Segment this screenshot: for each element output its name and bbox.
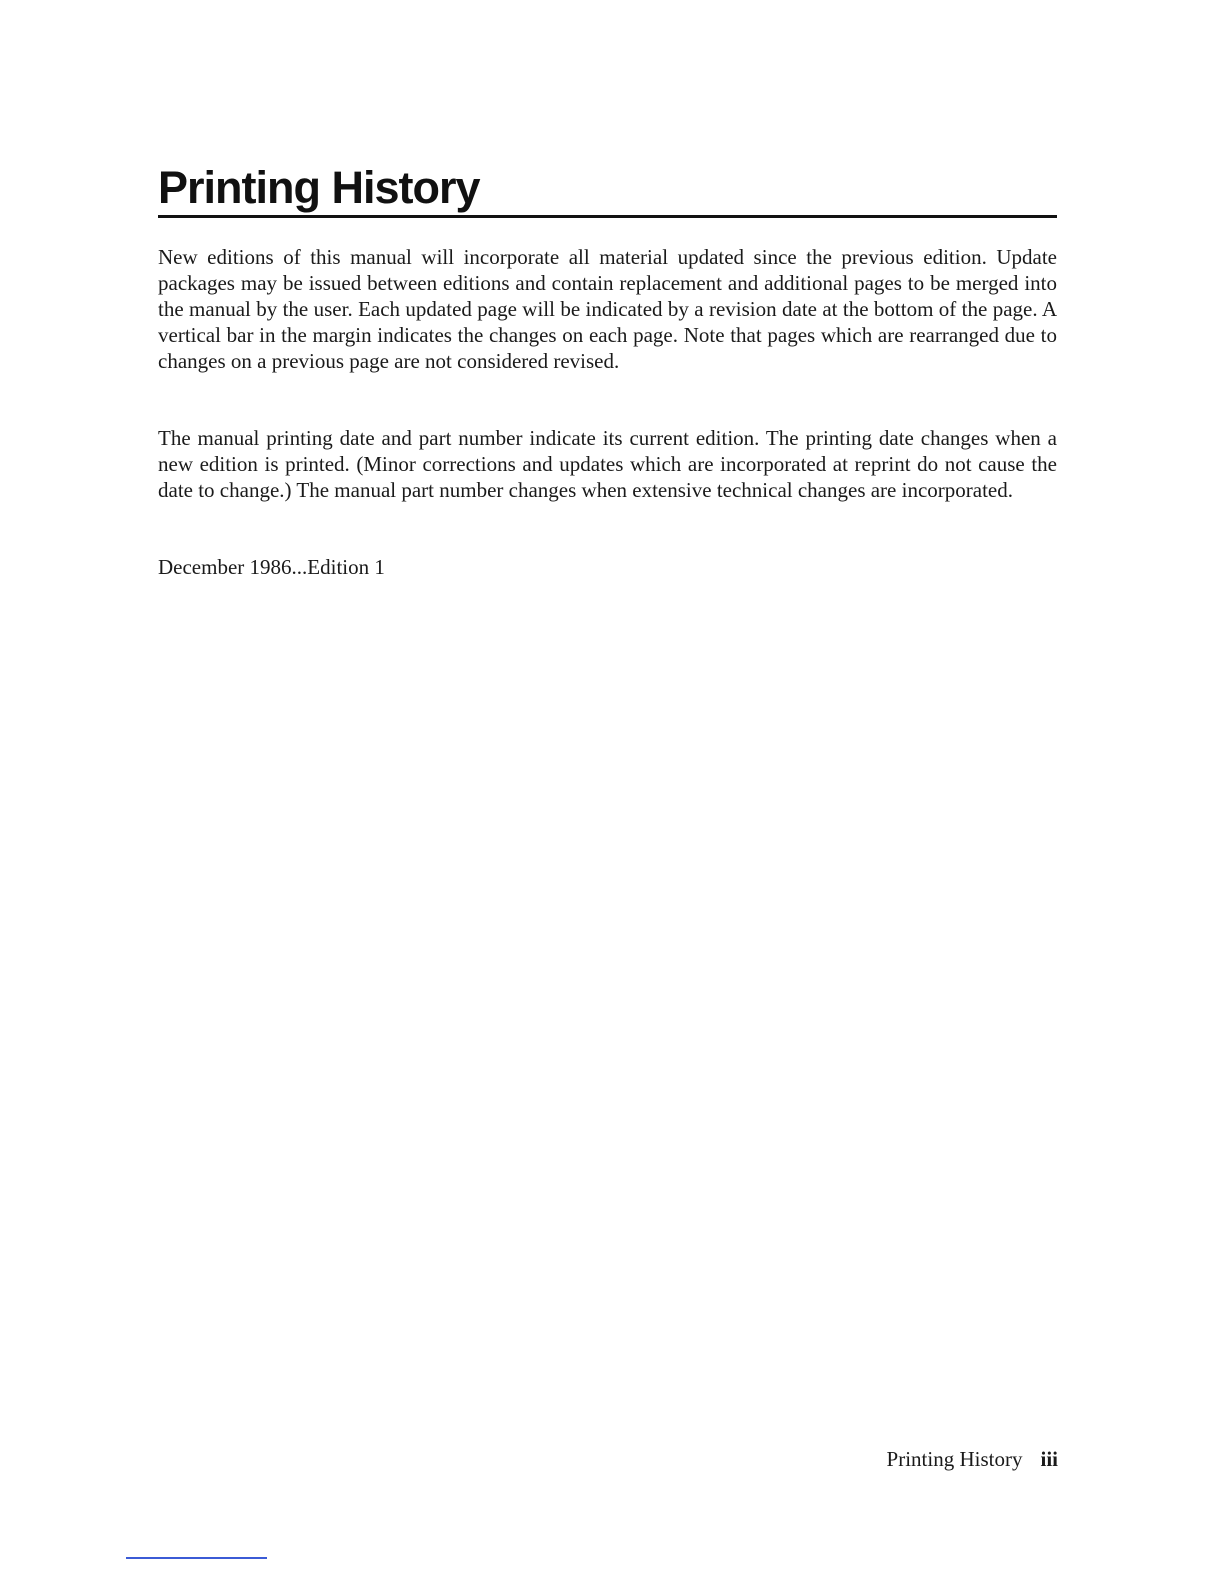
- page-title: Printing History: [158, 162, 480, 213]
- edition-line: December 1986...Edition 1: [158, 555, 385, 579]
- paragraph-editions: New editions of this manual will incorporate all material updated since the previous edition. Update packages may be issued between editions and contain replacement and additional pages to be merged into the manual by the user. Each updated page will be indicated by a revision date at the bottom of the page. A vertical bar in the margin indicates the changes on each page. Note that pages which are rearranged due to changes on a previous page are not considered revised.: [158, 245, 1057, 373]
- scan-edge-line: [126, 1557, 267, 1559]
- footer-section-title: Printing History: [886, 1447, 1023, 1471]
- footer-page-number: iii: [1040, 1447, 1058, 1471]
- title-underline-rule: [158, 215, 1057, 218]
- page-footer: [887, 1446, 1058, 1472]
- paragraph-printing-date: The manual printing date and part number indicate its current edition. The printing date changes when a new edition is printed. (Minor corrections and updates which are incorporated at reprint do not cause the date to change.) The manual part number changes when extensive technical changes are incorporated.: [158, 426, 1057, 502]
